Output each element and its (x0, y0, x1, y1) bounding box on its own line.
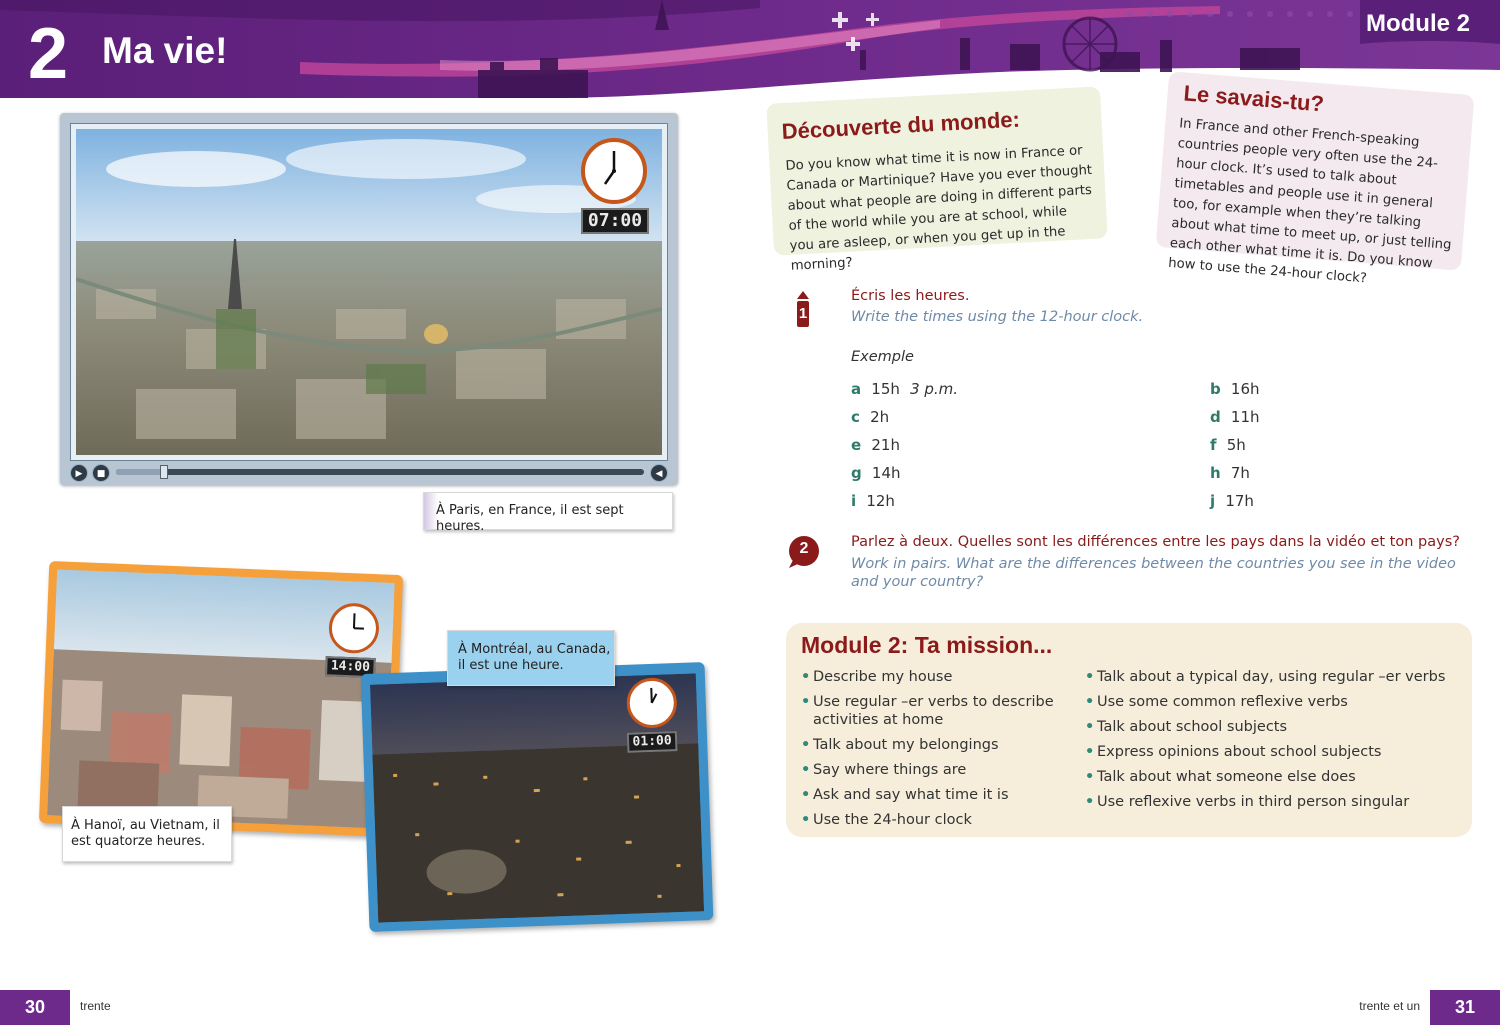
exercise-1-instruction-fr: Écris les heures. (851, 288, 970, 304)
exercise-1-icon (794, 291, 812, 327)
video-controls (66, 463, 672, 483)
left-page-number: 30 (0, 990, 70, 1025)
left-page-word: trente (80, 999, 111, 1013)
exercise-2-instruction-fr: Parlez à deux. Quelles sont les différences entre les pays dans la vidéo et ton pays? (851, 534, 1460, 550)
example-answer: 3 p.m. (910, 380, 959, 398)
exercise-1-instruction-en: Write the times using the 12-hour clock. (851, 309, 1144, 325)
list-item: • Use the 24-hour clock (801, 811, 1071, 829)
list-item: d 11h (1210, 408, 1260, 426)
example-label: Exemple (851, 349, 914, 365)
montreal-caption: À Montréal, au Canada, il est une heure. (447, 630, 615, 686)
decouverte-box (766, 86, 1107, 274)
exercise-2-number: 2 (799, 540, 809, 557)
list-item: a 15h 3 p.m. (851, 380, 959, 398)
progress-bar[interactable] (116, 469, 644, 475)
progress-handle[interactable] (160, 465, 168, 479)
exercise-1-items (851, 379, 1451, 519)
list-item: • Talk about a typical day, using regular –er verbs (1085, 668, 1465, 686)
play-icon[interactable]: ▶ (70, 464, 88, 482)
stop-icon[interactable]: ■ (92, 464, 110, 482)
mission-title: Module 2: Ta mission... (801, 632, 1053, 658)
module-label: Module 2 (1365, 10, 1470, 37)
list-item: • Use some common reflexive verbs (1085, 693, 1465, 711)
hanoi-caption: À Hanoï, au Vietnam, il est quatorze heures. (62, 806, 232, 862)
list-item: b 16h (1210, 380, 1260, 398)
video-screen[interactable] (70, 123, 668, 461)
paris-aerial-image (76, 129, 662, 455)
list-item: g 14h (851, 464, 901, 482)
list-item: • Express opinions about school subjects (1085, 743, 1465, 761)
exercise-2-instruction-en: Work in pairs. What are the differences between the countries you see in the video and your country? (851, 556, 1456, 590)
analog-clock-icon (626, 677, 678, 729)
list-item: • Talk about my belongings (801, 736, 1071, 754)
list-item: i 12h (851, 492, 895, 510)
mission-list-right (1085, 668, 1465, 811)
list-item: f 5h (1210, 436, 1246, 454)
digital-clock: 14:00 (325, 656, 376, 678)
digital-clock: 01:00 (627, 731, 678, 753)
list-item: • Talk about what someone else does (1085, 768, 1465, 786)
savais-tu-text: In France and other French-speaking countries people very often use the 24-hour clock. It’s used to talk about timetables and people use it in general too, for example when they’re talking about what time to meet up, or just telling each other what time it is. Do you know how to use the 24-hour clock? (1167, 116, 1452, 287)
list-item: c 2h (851, 408, 890, 426)
volume-icon[interactable]: ◀ (650, 464, 668, 482)
savais-tu-title: Le savais-tu? (1182, 80, 1325, 117)
hanoi-photo (39, 561, 403, 837)
list-item: • Use reflexive verbs in third person singular (1085, 793, 1465, 811)
list-item: • Ask and say what time it is (801, 786, 1071, 804)
analog-clock-icon (328, 602, 380, 654)
savais-tu-box (1156, 71, 1475, 287)
decouverte-text: Do you know what time it is now in France or Canada or Martinique? Have you ever thought about what people are doing in different parts of the world while you are at school, while you are asleep, or when you get up in the morning? (785, 143, 1093, 274)
list-item: e 21h (851, 436, 900, 454)
list-item: • Use regular –er verbs to describe activities at home (801, 693, 1071, 729)
right-page-word: trente et un (1359, 999, 1420, 1013)
speech-bubble-icon (787, 536, 821, 568)
exercise-1-number: 1 (798, 305, 808, 322)
chapter-title: Ma vie! (102, 30, 228, 71)
right-page-number: 31 (1430, 990, 1500, 1025)
paris-caption: À Paris, en France, il est sept heures. (423, 492, 673, 530)
decouverte-title: Découverte du monde: (781, 106, 1021, 145)
mission-list-left (801, 668, 1071, 829)
analog-clock-icon (581, 138, 647, 204)
list-item: j 17h (1210, 492, 1254, 510)
list-item: • Say where things are (801, 761, 1071, 779)
list-item: • Describe my house (801, 668, 1071, 686)
chapter-number: 2 (28, 14, 69, 94)
digital-clock: 07:00 (581, 208, 649, 234)
list-item: h 7h (1210, 464, 1250, 482)
list-item: • Talk about school subjects (1085, 718, 1465, 736)
video-player[interactable] (60, 113, 678, 485)
progress-fill (116, 469, 164, 475)
mission-box (786, 623, 1472, 837)
montreal-photo (361, 662, 714, 932)
